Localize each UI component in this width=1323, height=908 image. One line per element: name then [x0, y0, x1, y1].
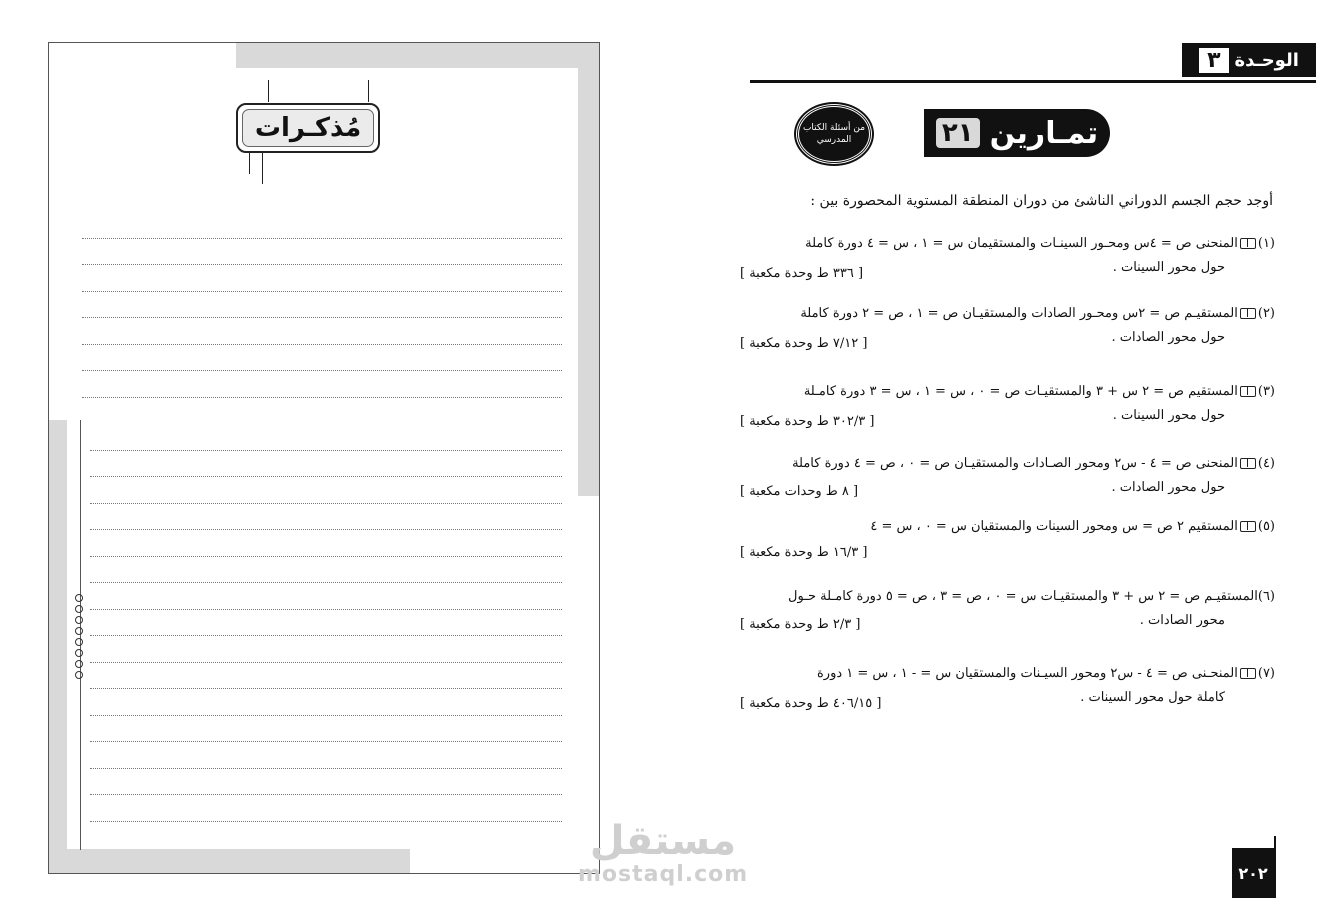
exercise-statement	[740, 662, 1275, 686]
title-tick	[249, 152, 250, 174]
exercise-statement	[740, 515, 1275, 539]
exercise-line-2: حول محور السينات .	[1112, 408, 1225, 423]
exercise-item	[740, 232, 1275, 280]
notes-line	[90, 769, 562, 796]
exercise-line-2: محور الصادات .	[1139, 613, 1225, 628]
exercise-line-1: المستقيـم ص = ٢س ومحـور الصادات والمستقيـان ص = ١ ، ص = ٢ دورة كاملة	[800, 306, 1238, 321]
notes-top-bar	[236, 43, 599, 68]
exercise-line-2: حول محور الصادات .	[1111, 480, 1225, 495]
notes-line	[90, 663, 562, 690]
title-tick	[268, 80, 269, 102]
notes-line	[82, 318, 562, 345]
watermark-latin: mostaql.com	[578, 862, 749, 887]
source-badge	[796, 104, 872, 164]
watermark-arabic: مستقل	[589, 818, 737, 864]
unit-label: الوحـدة	[1234, 49, 1299, 71]
notes-left-bar	[49, 420, 67, 873]
notes-title-box	[236, 103, 380, 153]
notes-line	[82, 239, 562, 266]
notes-line	[82, 265, 562, 292]
exercise-statement	[740, 380, 1275, 404]
exercise-number: (٦)	[1257, 589, 1275, 604]
ring-icon	[75, 649, 83, 657]
page-number: ٢٠٢	[1232, 848, 1274, 898]
notes-line	[90, 451, 562, 478]
ring-icon	[75, 671, 83, 679]
exercise-item	[740, 452, 1275, 500]
exercise-title	[924, 109, 1110, 157]
exercise-line-1: المنحنى ص = ٤ - س٢ ومحور الصـادات والمستقيـان ص = ٠ ، ص = ٤ دورة كاملة	[792, 456, 1238, 471]
notes-line	[90, 636, 562, 663]
ring-icon	[75, 594, 83, 602]
binder-rings	[75, 594, 83, 682]
exercise-item	[740, 662, 1275, 710]
intro-text: أوجد حجم الجسم الدوراني الناشئ من دوران المنطقة المستوية المحصورة بين :	[810, 193, 1273, 209]
exercise-answer: [ ١٦/٣ ط وحدة مكعبة ]	[740, 545, 868, 560]
notes-line	[90, 583, 562, 610]
notes-right-bar	[578, 43, 599, 496]
ring-icon	[75, 660, 83, 668]
notes-line	[90, 530, 562, 557]
source-badge-text: من أسئلة الكتاب المدرسي	[802, 123, 866, 145]
notes-line	[90, 742, 562, 769]
notes-line	[90, 689, 562, 716]
exercise-number: (١)	[1257, 236, 1275, 251]
ring-icon	[75, 616, 83, 624]
exercise-number: (٢)	[1257, 306, 1275, 321]
exercise-answer: [ ٤٠٦/١٥ ط وحدة مكعبة ]	[740, 696, 882, 711]
exercise-line-1: المستقيـم ص = ٢ س + ٣ والمستقيـات س = ٠ ، ص = ٣ ، ص = ٥ دورة كامـلة حـول	[788, 589, 1258, 604]
notes-line	[90, 504, 562, 531]
exercise-number: (٧)	[1257, 666, 1275, 681]
ring-icon	[75, 627, 83, 635]
watermark	[578, 818, 748, 886]
notes-line	[90, 795, 562, 822]
book-icon	[1240, 308, 1256, 319]
exercise-line-1: المستقيم ٢ ص = س ومحور السينات والمستقيان س = ٠ ، س = ٤	[870, 519, 1238, 534]
exercise-number: ٢١	[936, 118, 980, 148]
ring-icon	[75, 638, 83, 646]
exercise-item	[740, 515, 1275, 560]
book-icon	[1240, 668, 1256, 679]
notes-lines-top	[82, 212, 562, 398]
exercise-line-1: المنحنى ص = ٤س ومحـور السينـات والمستقيمان س = ١ ، س = ٤ دورة كاملة	[805, 236, 1238, 251]
notes-line	[90, 477, 562, 504]
header-rule	[750, 80, 1316, 83]
exercise-line-2: كاملة حول محور السينات .	[1080, 690, 1225, 705]
exercise-line-1: المنحـنى ص = ٤ - س٢ ومحور السيـنات والمستقيان س = - ١ ، س = ١ دورة	[816, 666, 1238, 681]
book-icon	[1240, 458, 1256, 469]
notes-line	[90, 716, 562, 743]
exercise-answer: [ ٨ ط وحدات مكعبة ]	[740, 484, 859, 499]
title-tick	[262, 152, 263, 184]
notes-line	[90, 610, 562, 637]
exercise-statement	[740, 232, 1275, 256]
notes-title: مُذكـرات	[242, 109, 374, 147]
exercise-answer: [ ٣٠٢/٣ ط وحدة مكعبة ]	[740, 414, 875, 429]
book-icon	[1240, 521, 1256, 532]
exercise-line-1: المستقيم ص = ٢ س + ٣ والمستقيـات ص = ٠ ، س = ١ ، س = ٣ دورة كامـلة	[803, 384, 1238, 399]
notes-line	[90, 424, 562, 451]
ring-icon	[75, 605, 83, 613]
notes-lines-bottom	[90, 424, 562, 822]
exercise-item	[740, 380, 1275, 428]
title-tick	[368, 80, 369, 102]
exercise-line-2: حول محور الصادات .	[1111, 330, 1225, 345]
unit-number: ٣	[1199, 48, 1228, 73]
notes-line	[82, 345, 562, 372]
exercise-answer: [ ٢/٣ ط وحدة مكعبة ]	[740, 617, 861, 632]
book-icon	[1240, 386, 1256, 397]
exercise-number: (٤)	[1257, 456, 1275, 471]
unit-badge	[1182, 43, 1316, 77]
notes-line	[90, 557, 562, 584]
exercise-title-text: تمـارين	[989, 115, 1099, 151]
exercise-number: (٥)	[1257, 519, 1275, 534]
exercise-line-2: حول محور السينات .	[1112, 260, 1225, 275]
exercise-item	[740, 585, 1275, 633]
notes-line	[82, 371, 562, 398]
exercise-statement	[740, 585, 1275, 609]
exercise-answer: [ ٧/١٢ ط وحدة مكعبة ]	[740, 336, 868, 351]
exercise-statement	[740, 302, 1275, 326]
exercise-statement	[740, 452, 1275, 476]
exercise-item	[740, 302, 1275, 350]
page-number-line	[1274, 836, 1276, 898]
notes-bottom-bar	[49, 849, 410, 873]
notes-line	[82, 212, 562, 239]
book-icon	[1240, 238, 1256, 249]
notes-line	[82, 292, 562, 319]
exercise-number: (٣)	[1257, 384, 1275, 399]
exercise-answer: [ ٣٣٦ ط وحدة مكعبة ]	[740, 266, 864, 281]
